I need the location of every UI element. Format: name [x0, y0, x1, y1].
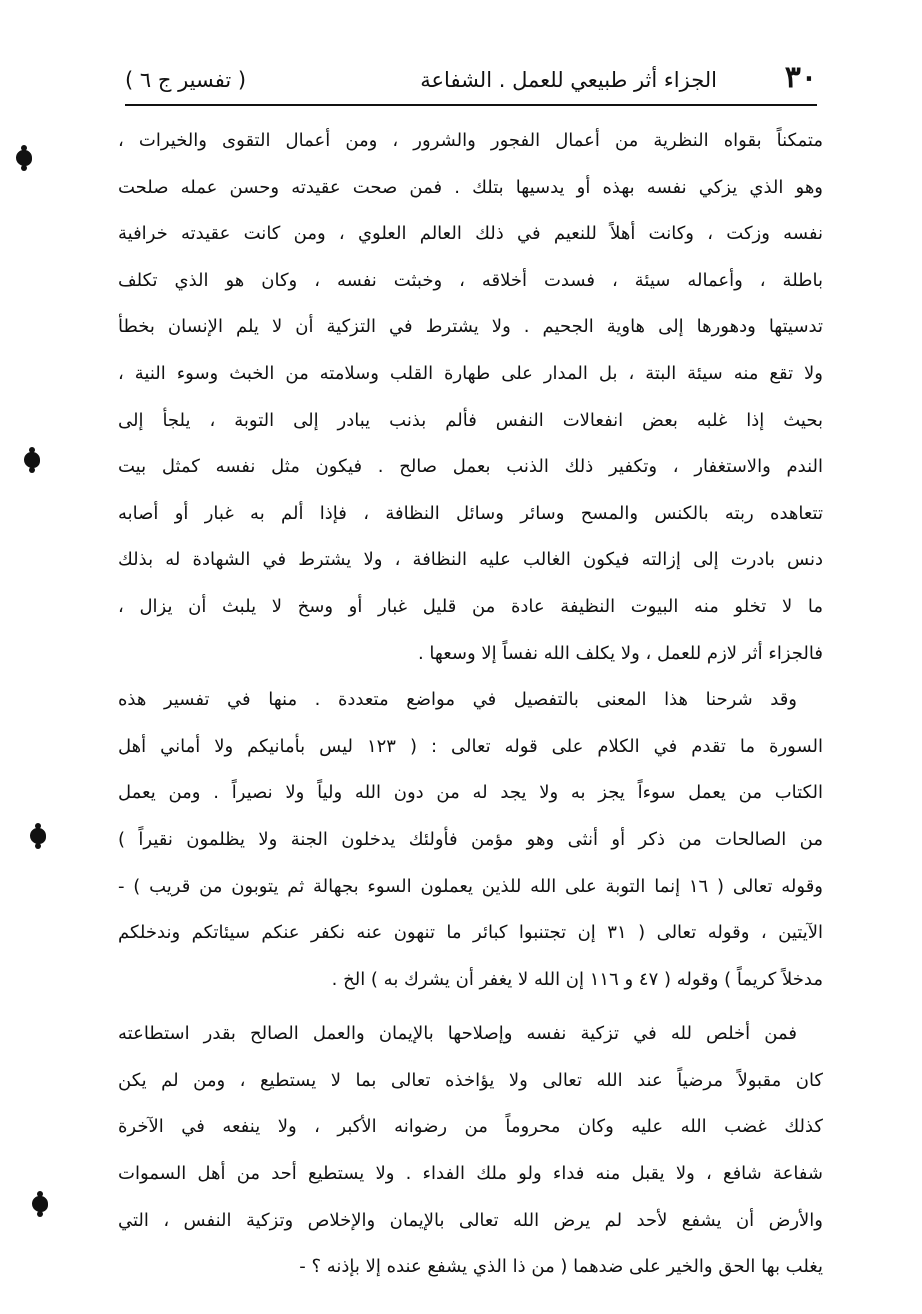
- text-line: الندم والاستغفار ، وتكفير ذلك الذنب بعمل صالح . فيكون مثل نفسه كمثل بيت: [118, 456, 823, 478]
- text-line: تتعاهده ربته بالكنس والمسح وسائر وسائل النظافة ، فإذا ألم به غبار أو أصابه: [118, 502, 823, 524]
- text-line: فمن أخلص لله في تزكية نفسه وإصلاحها بالإيمان والعمل الصالح بقدر استطاعته: [118, 1023, 797, 1045]
- text-line: ولا تقع منه سيئة البتة ، بل المدار على طهارة القلب وسلامته من الخبث وسوء النية ،: [118, 362, 823, 384]
- text-line: كذلك غضب الله عليه وكان محروماً من رضوانه الأكبر ، ولا ينفعه في الآخرة: [118, 1116, 823, 1138]
- text-line: متمكناً بقواه النظرية من أعمال الفجور والشرور ، ومن أعمال التقوى والخيرات ،: [118, 130, 823, 151]
- running-title: الجزاء أثر طبيعي للعمل . الشفاعة: [420, 68, 717, 92]
- text-line: السورة ما تقدم في الكلام على قوله تعالى : ( ١٢٣ ليس بأمانيكم ولا أماني أهل: [118, 735, 823, 757]
- text-line: دنس بادرت إلى إزالته فيكون الغالب عليه النظافة ، ولا يشترط في الشهادة له بذلك: [118, 549, 823, 571]
- text-line: شفاعة شافع ، ولا يقبل منه فداء ولو ملك الفداء . ولا يستطيع أحد من أهل السموات: [118, 1163, 823, 1185]
- page-header: [125, 58, 817, 110]
- text-line: بحيث إذا غلبه بعض انفعالات النفس فألم بذنب يبادر إلى التوبة ، يلجأ إلى: [118, 409, 823, 431]
- header-rule: [125, 104, 817, 106]
- text-line: وقد شرحنا هذا المعنى بالتفصيل في مواضع متعددة . منها في تفسير هذه: [118, 689, 797, 711]
- binding-hole-mark: [24, 452, 40, 468]
- text-line: وهو الذي يزكي نفسه بهذه أو يدسيها بتلك . فمن صحت عقيدته وحسن عمله صلحت: [118, 176, 823, 198]
- text-line: والأرض أن يشفع لأحد لم يرض الله تعالى بالإيمان والإخلاص وتزكية النفس ، التي: [118, 1209, 823, 1231]
- text-line: الآيتين ، وقوله تعالى ( ٣١ إن تجتنبوا كبائر ما تنهون عنه نكفر عنكم سيئاتكم وندخلكم: [118, 922, 823, 944]
- binding-hole-mark: [16, 150, 32, 166]
- page-number: ٣٠: [784, 60, 817, 95]
- binding-hole-mark: [30, 828, 46, 844]
- binding-hole-mark: [32, 1196, 48, 1212]
- text-line: نفسه وزكت ، وكانت أهلاً للنعيم في ذلك العالم العلوي ، ومن كانت عقيدته خرافية: [118, 223, 823, 245]
- text-line: الكتاب من يعمل سوءاً يجز به ولا يجد له من دون الله ولياً ولا نصيراً . ومن يعمل: [118, 782, 823, 804]
- text-line: باطلة ، وأعماله سيئة ، فسدت أخلاقه ، وخبثت نفسه ، وكان هو الذي تكلف: [118, 269, 823, 291]
- text-line: مدخلاً كريماً ) وقوله ( ٤٧ و ١١٦ إن الله لا يغفر أن يشرك به ) الخ .: [331, 968, 823, 990]
- body-text: [118, 118, 823, 1291]
- text-line: وقوله تعالى ( ١٦ إنما التوبة على الله للذين يعملون السوء بجهالة ثم يتوبون من قريب ) -: [118, 875, 823, 897]
- text-line: يغلب بها الحق والخير على ضدهما ( من ذا الذي يشفع عنده إلا بإذنه ؟ -: [299, 1256, 823, 1278]
- paragraph-gap: [118, 1003, 823, 1011]
- text-line: تدسيتها ودهورها إلى هاوية الجحيم . ولا يشترط في التزكية أن لا يلم الإنسان بخطأ: [118, 316, 823, 338]
- text-line: ما لا تخلو منه البيوت النظيفة عادة من قليل غبار أو وسخ لا يلبث أن يزال ،: [118, 595, 823, 617]
- text-line: كان مقبولاً مرضياً عند الله تعالى ولا يؤاخذه تعالى بما لا يستطيع ، ومن لم يكن: [118, 1069, 823, 1091]
- text-line: فالجزاء أثر لازم للعمل ، ولا يكلف الله نفساً إلا وسعها .: [417, 642, 823, 664]
- text-line: من الصالحات من ذكر أو أنثى وهو مؤمن فأولئك يدخلون الجنة ولا يظلمون نقيراً ): [118, 828, 823, 850]
- book-reference: ( تفسير ج ٦ ): [125, 68, 247, 92]
